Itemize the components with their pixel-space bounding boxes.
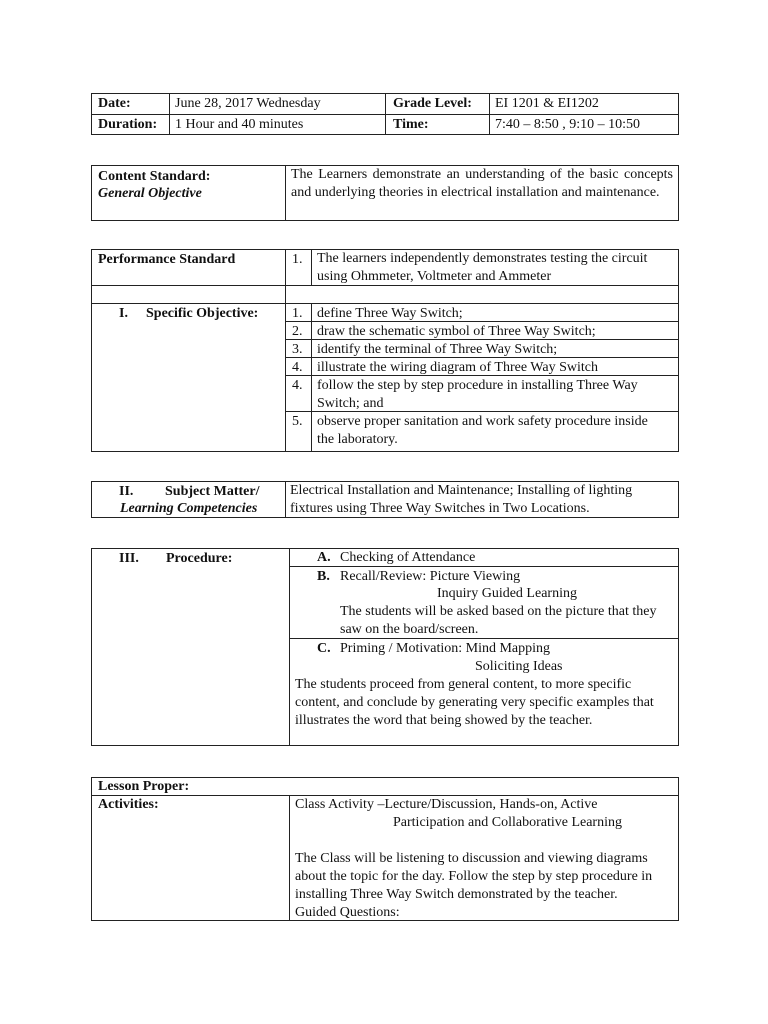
step-b-text: Recall/Review: Picture Viewing [340, 569, 521, 584]
content-standard-text: The Learners demonstrate an understanding of the basic concepts and underlying theories in electrical installation and maintenance. [291, 167, 673, 200]
date-value: June 28, 2017 Wednesday [175, 96, 321, 111]
objective-num: 1. [292, 306, 303, 321]
procedure-label: Procedure: [166, 551, 233, 566]
duration-value: 1 Hour and 40 minutes [175, 117, 304, 132]
objective-text: draw the schematic symbol of Three Way Switch; [317, 324, 596, 339]
step-c-description: The students proceed from general content, to more specific content, and conclude by generating very specific examples that illustrates the word that being showed by the teacher. [295, 677, 654, 728]
activities-label: Activities: [98, 797, 159, 812]
step-b-description: The students will be asked based on the picture that they saw on the board/screen. [340, 604, 657, 637]
activity-description: The Class will be listening to discussion and viewing diagrams about the topic for the day. Follow the step by step procedure in installing Three Way Switch demonstrated by the teacher. [295, 851, 653, 902]
step-c-subtext: Soliciting Ideas [475, 659, 563, 674]
performance-text: The learners independently demonstrates testing the circuit using Ohmmeter, Voltmeter and Ammeter [317, 251, 648, 284]
step-a-text: Checking of Attendance [340, 550, 476, 565]
objective-text: identify the terminal of Three Way Switch; [317, 342, 558, 357]
performance-standard-label: Performance Standard [98, 252, 236, 267]
time-value: 7:40 – 8:50 , 9:10 – 10:50 [495, 117, 641, 132]
time-label: Time: [393, 117, 429, 132]
performance-num: 1. [292, 252, 303, 267]
step-a-letter: A. [317, 550, 331, 565]
step-b-letter: B. [317, 569, 330, 584]
objective-text: illustrate the wiring diagram of Three Way Switch [317, 360, 599, 375]
objective-num: 5. [292, 414, 303, 429]
objective-text: follow the step by step procedure in installing Three Way Switch; and [317, 378, 638, 411]
content-standard-label: Content Standard: [98, 169, 211, 184]
objective-text: define Three Way Switch; [317, 306, 463, 321]
header-table [91, 93, 679, 135]
subject-matter-table [91, 481, 679, 518]
step-b-subtext: Inquiry Guided Learning [437, 586, 577, 601]
subject-matter-text: Electrical Installation and Maintenance; Installing of lighting fixtures using Three Way Switches in Two Locations. [290, 483, 633, 516]
objective-num: 2. [292, 324, 303, 339]
learning-competencies-label: Learning Competencies [120, 501, 258, 516]
content-standard-table [91, 165, 679, 221]
general-objective-label: General Objective [98, 186, 202, 201]
guided-questions-label: Guided Questions: [295, 905, 400, 920]
date-label: Date: [98, 96, 131, 111]
performance-objective-table [91, 249, 679, 452]
objective-num: 4. [292, 378, 303, 393]
objective-num: 4. [292, 360, 303, 375]
subject-matter-roman: II. [119, 484, 134, 499]
activity-line-1: Class Activity –Lecture/Discussion, Hands-on, Active [295, 797, 598, 812]
activity-line-2: Participation and Collaborative Learning [393, 815, 622, 830]
step-c-letter: C. [317, 641, 331, 656]
grade-level-value: EI 1201 & EI1202 [495, 96, 599, 111]
lesson-proper-label: Lesson Proper: [98, 779, 190, 794]
grade-level-label: Grade Level: [393, 96, 472, 111]
procedure-table [91, 548, 679, 746]
procedure-roman: III. [119, 551, 139, 566]
objective-num: 3. [292, 342, 303, 357]
specific-objective-label: Specific Objective: [146, 306, 259, 321]
lesson-proper-table [91, 777, 679, 921]
duration-label: Duration: [98, 117, 158, 132]
specific-objective-roman: I. [119, 306, 128, 321]
step-c-text: Priming / Motivation: Mind Mapping [340, 641, 551, 656]
subject-matter-label: Subject Matter/ [165, 484, 260, 499]
objective-text: observe proper sanitation and work safety procedure inside the laboratory. [317, 414, 648, 447]
